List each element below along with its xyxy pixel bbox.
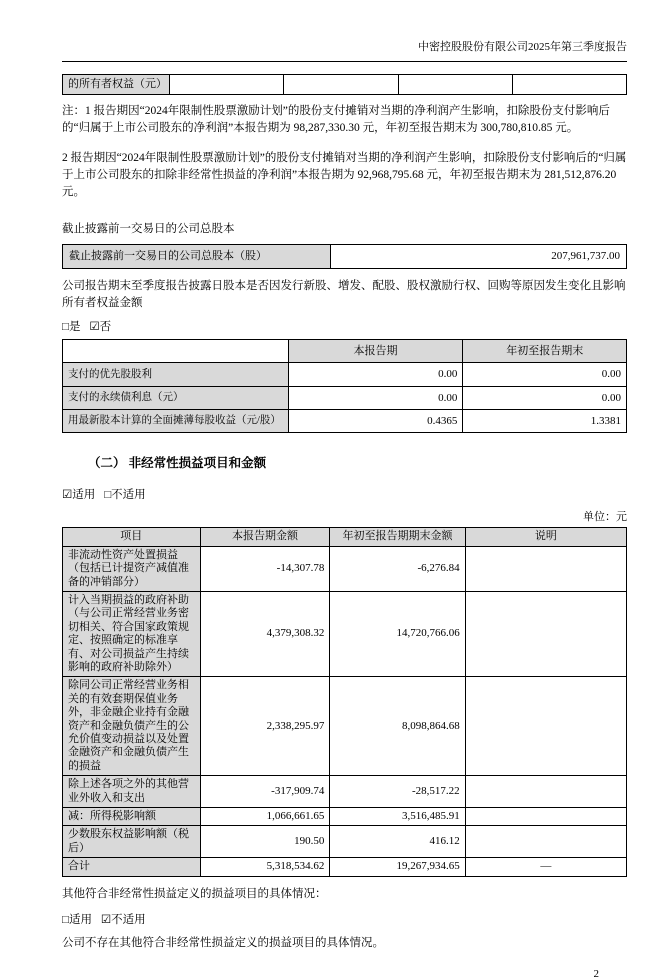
owners-equity-partial-table	[62, 74, 627, 95]
col-current: 本报告期金额	[200, 528, 330, 546]
checkbox-yes: □是	[62, 321, 81, 334]
table-row	[63, 546, 627, 591]
value-current: 190.50	[200, 826, 330, 858]
value-current: 1,066,661.65	[200, 808, 330, 826]
value-ytd: 8,098,864.68	[330, 677, 465, 776]
value-ytd: 416.12	[330, 826, 465, 858]
col-current: 本报告期	[288, 340, 463, 363]
note-1: 注：1 报告期因“2024年限制性股票激励计划”的股份支付摊销对当期的净利润产生影响，扣除股份支付影响后的“归属于上市公司股东的净利润”本报告期为 98,287,330.30 元，年初至报告期末为 300,780,810.85 元。	[62, 105, 610, 135]
table-row	[63, 386, 627, 409]
unit-label: 单位：元	[583, 511, 627, 524]
share-capital-label: 截止披露前一交易日的公司总股本（股）	[63, 245, 331, 268]
value-current: 2,338,295.97	[200, 677, 330, 776]
col-note: 说明	[465, 528, 626, 546]
empty-cell	[512, 75, 626, 95]
report-title: 中密控股股份有限公司2025年第三季度报告	[418, 41, 627, 53]
section-heading: （二） 非经常性损益项目和金额	[88, 456, 267, 471]
nonrecurring-table	[62, 527, 627, 876]
table-row	[63, 808, 627, 826]
empty-cell	[170, 75, 284, 95]
row-label: 支付的优先股股利	[63, 363, 289, 386]
value-ytd: 19,267,934.65	[330, 858, 465, 876]
value-ytd: -6,276.84	[330, 546, 465, 591]
row-item: 计入当期损益的政府补助（与公司正常经营业务密切相关、符合国家政策规定、按照确定的标准享有、对公司损益产生持续影响的政府补助除外）	[63, 591, 201, 676]
eps-table	[62, 339, 627, 433]
row-label: 支付的永续债利息（元）	[63, 386, 289, 409]
value-current: 4,379,308.32	[200, 591, 330, 676]
value-current: -317,909.74	[200, 776, 330, 808]
partial-row-label: 的所有者权益（元）	[63, 75, 170, 95]
row-item: 除上述各项之外的其他营业外收入和支出	[63, 776, 201, 808]
share-capital-value: 207,961,737.00	[330, 245, 626, 268]
value-current: -14,307.78	[200, 546, 330, 591]
col-item: 项目	[63, 528, 201, 546]
table-row	[63, 363, 627, 386]
table-row	[63, 677, 627, 776]
applicability-line	[62, 486, 627, 502]
page-number: 2	[593, 968, 599, 980]
table-header-row	[63, 528, 627, 546]
table-row	[63, 826, 627, 858]
capital-change-options	[62, 318, 627, 334]
checkbox-applicable: ☑适用	[62, 489, 96, 502]
row-item: 少数股东权益影响额（税后）	[63, 826, 201, 858]
table-row	[63, 245, 627, 268]
col-ytd: 年初至报告期期末金额	[330, 528, 465, 546]
checkbox-applicable: □适用	[62, 913, 92, 926]
value-ytd: -28,517.22	[330, 776, 465, 808]
table-row	[63, 410, 627, 433]
table-row	[63, 858, 627, 876]
checkbox-not-applicable: ☑不适用	[100, 913, 146, 926]
value-ytd: 0.00	[463, 363, 627, 386]
table-row	[63, 75, 627, 95]
empty-cell	[398, 75, 512, 95]
value-note	[465, 591, 626, 676]
value-current: 0.4365	[288, 410, 463, 433]
capital-change-question: 公司报告期末至季度报告披露日股本是否因发行新股、增发、配股、股权激励行权、回购等原因发生变化且影响所有者权益金额	[62, 279, 626, 309]
value-ytd: 0.00	[463, 386, 627, 409]
value-current: 0.00	[288, 363, 463, 386]
value-current: 0.00	[288, 386, 463, 409]
footer-other-items-text: 其他符合非经常性损益定义的损益项目的具体情况：	[62, 887, 327, 900]
share-capital-table	[62, 244, 627, 268]
value-ytd: 14,720,766.06	[330, 591, 465, 676]
col-ytd: 年初至报告期末	[463, 340, 627, 363]
row-label: 用最新股本计算的全面摊薄每股收益（元/股）	[63, 410, 289, 433]
value-note	[465, 776, 626, 808]
row-item: 除同公司正常经营业务相关的有效套期保值业务外，非金融企业持有金融资产和金融负债产生的公允价值变动损益以及处置金融资产和金融负债产生的损益	[63, 677, 201, 776]
empty-cell	[63, 340, 289, 363]
footer-detail-text: 公司不存在其他符合非经常性损益定义的损益项目的具体情况。	[62, 936, 384, 949]
value-ytd: 3,516,485.91	[330, 808, 465, 826]
share-capital-caption: 截止披露前一交易日的公司总股本	[62, 223, 235, 236]
checkbox-not-applicable: □不适用	[104, 489, 146, 502]
value-note	[465, 808, 626, 826]
value-ytd: 1.3381	[463, 410, 627, 433]
table-header-row	[63, 340, 627, 363]
empty-cell	[284, 75, 398, 95]
value-note	[465, 546, 626, 591]
value-note	[465, 677, 626, 776]
value-note: —	[465, 858, 626, 876]
note-2: 2 报告期因“2024年限制性股票激励计划”的股份支付摊销对当期的净利润产生影响，扣除股份支付影响后的“归属于上市公司股东的扣除非经常性损益的净利润”本报告期为 92,968,795.68 元，年初至报告期末为 281,512,876.20 元。	[62, 151, 627, 198]
table-row	[63, 591, 627, 676]
value-note	[465, 826, 626, 858]
row-item: 非流动性资产处置损益（包括已计提资产减值准备的冲销部分）	[63, 546, 201, 591]
report-header	[62, 40, 627, 62]
table-row	[63, 776, 627, 808]
footer-applicability-line	[62, 911, 627, 927]
report-page	[62, 40, 627, 980]
checkbox-no: ☑否	[89, 321, 112, 334]
row-item: 合计	[63, 858, 201, 876]
value-current: 5,318,534.62	[200, 858, 330, 876]
row-item: 减：所得税影响额	[63, 808, 201, 826]
